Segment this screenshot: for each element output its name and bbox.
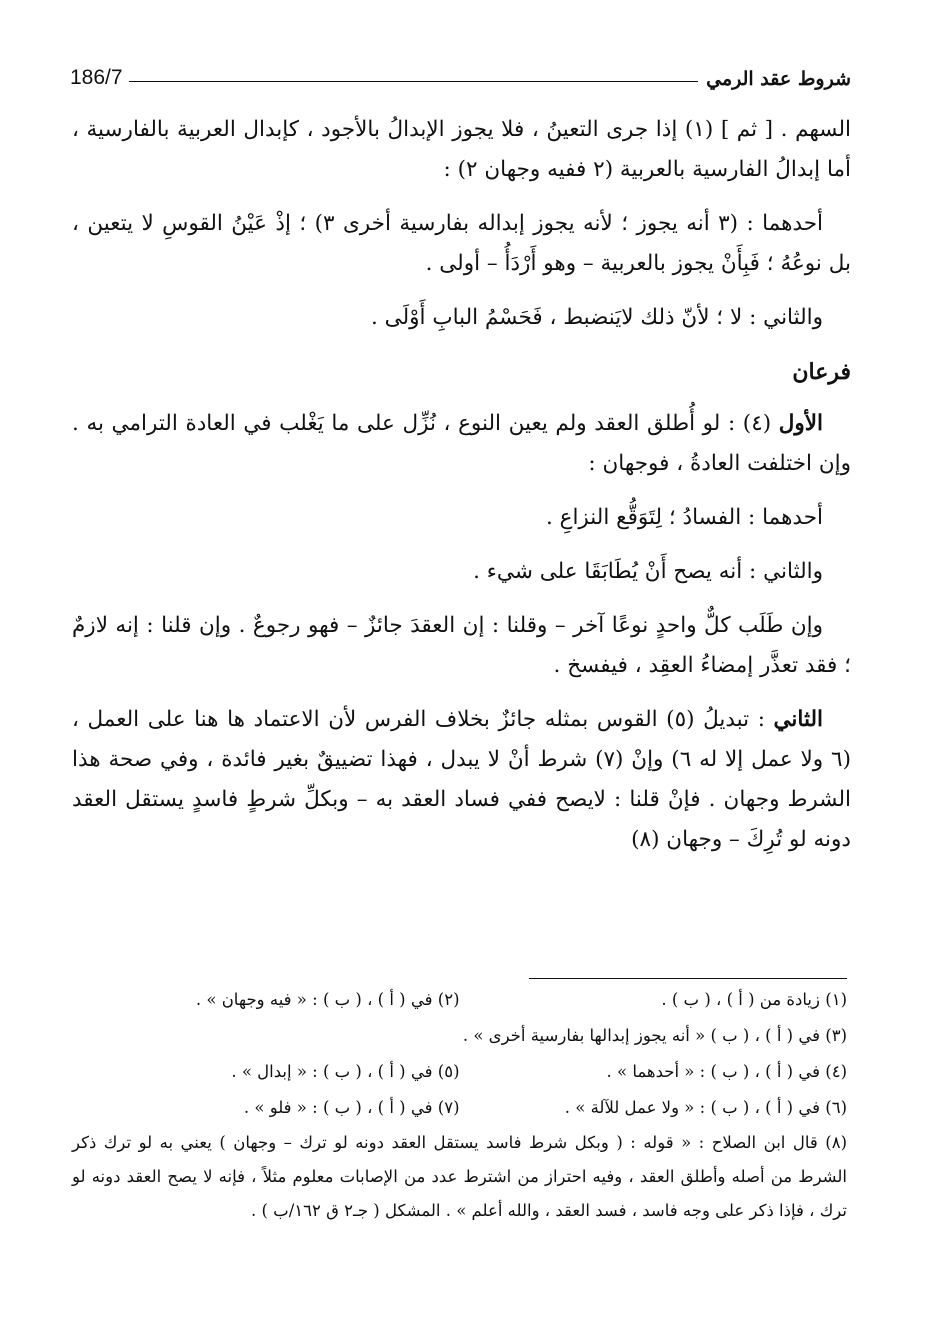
paragraph-branch-one-disagreement: وإن طَلَب كلٌّ واحدٍ نوعًا آخر – وقلنا : إن العقدَ جائزٌ – فهو رجوعٌ . وإن قلنا : إنه لازمٌ ؛ فقد تعذَّر إمضاءُ العقِد ، فيفسخ . bbox=[72, 613, 851, 678]
footnote-3: (٣) في ( أ ) ، ( ب ) « أنه يجوز إبدالها بفارسية أخرى » . bbox=[462, 1026, 847, 1045]
paragraph-branch-one-rest: (٤) : لو أُطلق العقد ولم يعين النوع ، نُزِّل على ما يَغْلب في العادة الترامي به . وإن اختلفت العادةُ ، فوجهان : bbox=[72, 411, 851, 476]
footnote-separator bbox=[529, 978, 847, 979]
lead-word-first: الأول bbox=[778, 411, 823, 436]
paragraph-branch-two-rest: : تبديلُ (٥) القوس بمثله جائزٌ بخلاف الفرس لأن الاعتماد ها هنا على العمل ، (٦ ولا عمل إلا له ٦) وإنْ (٧) شرط أنْ لا يبدل ، فهذا تضييقٌ بغير فائدة ، وفي صحة هذا الشرط وجهان . فإنْ قلنا : لايصح ففي فساد العقد به – وبكلِّ شرطٍ فاسدٍ يستقل العقد دونه لو تُرِكَ – وجهان (٨) bbox=[72, 707, 851, 852]
lead-word-second: الثاني bbox=[773, 707, 823, 732]
section-heading: فرعان bbox=[792, 359, 851, 385]
main-text bbox=[72, 110, 851, 874]
paragraph-branch-one-view-one: أحدهما : الفسادُ ؛ لِتَوَقُّع النزاعِ . bbox=[545, 505, 823, 530]
footnote-row bbox=[72, 982, 847, 1018]
paragraph-first-view: أحدهما : (٣ أنه يجوز ؛ لأنه يجوز إبداله بفارسية أخرى ٣) ؛ إذْ عَيْنُ القوسِ لا يتعين ، بل نوعُهُ ؛ فَبِأَنْ يجوز بالعربية – وهو أَرْدَأُ – أولى . bbox=[72, 211, 851, 276]
footnote-2: (٢) في ( أ ) ، ( ب ) : « فيه وجهان » . bbox=[195, 990, 460, 1009]
running-title: شروط عقد الرمي bbox=[706, 68, 851, 90]
footnote-6: (٦) في ( أ ) ، ( ب ) : « ولا عمل للآلة » . bbox=[564, 1098, 847, 1117]
paragraph-branch-one bbox=[72, 404, 851, 484]
footnote-1: (١) زيادة من ( أ ) ، ( ب ) . bbox=[661, 990, 847, 1009]
footnote-8: (٨) قال ابن الصلاح : « قوله : ( وبكل شرط فاسد يستقل العقد دونه لو ترك – وجهان ) يعني به لو ترك ذكر الشرط من أصله وأطلق العقد ، وفيه احتراز من اشترط عدد من الإصابات معلوم مثلاً ، فإنه لا يصح العقد دونه لو ترك ، فإذا ذكر على وجه فاسد ، فسد العقد ، والله أعلم » . المشكل ( جـ٢ ق ١٦٢/ب ) . bbox=[72, 1133, 847, 1220]
footnote-7: (٧) في ( أ ) ، ( ب ) : « فلو » . bbox=[243, 1098, 460, 1117]
running-header bbox=[70, 56, 851, 90]
header-rule bbox=[129, 81, 699, 82]
footnote-5: (٥) في ( أ ) ، ( ب ) : « إبدال » . bbox=[231, 1062, 460, 1081]
footnote-4: (٤) في ( أ ) ، ( ب ) : « أحدهما » . bbox=[606, 1062, 847, 1081]
paragraph-branch-two bbox=[72, 700, 851, 860]
footnotes bbox=[72, 982, 847, 1228]
footnote-row bbox=[72, 1090, 847, 1126]
paragraph-second-view: والثاني : لا ؛ لأنّ ذلك لايَنضبط ، فَحَسْمُ البابِ أَوْلَى . bbox=[371, 305, 823, 330]
paragraph-branch-one-view-two: والثاني : أنه يصح أَنْ يُطَابَقَا على شيء . bbox=[473, 559, 823, 584]
footnote-row bbox=[72, 1054, 847, 1090]
paragraph-continuation: السهم . [ ثم ] (١) إذا جرى التعينُ ، فلا يجوز الإبدالُ بالأجود ، كإبدال العربية بالفارسية ، أما إبدالُ الفارسية بالعربية (٢ ففيه وجهان ٢) : bbox=[72, 117, 852, 182]
page-number: 186/7 bbox=[70, 66, 123, 89]
